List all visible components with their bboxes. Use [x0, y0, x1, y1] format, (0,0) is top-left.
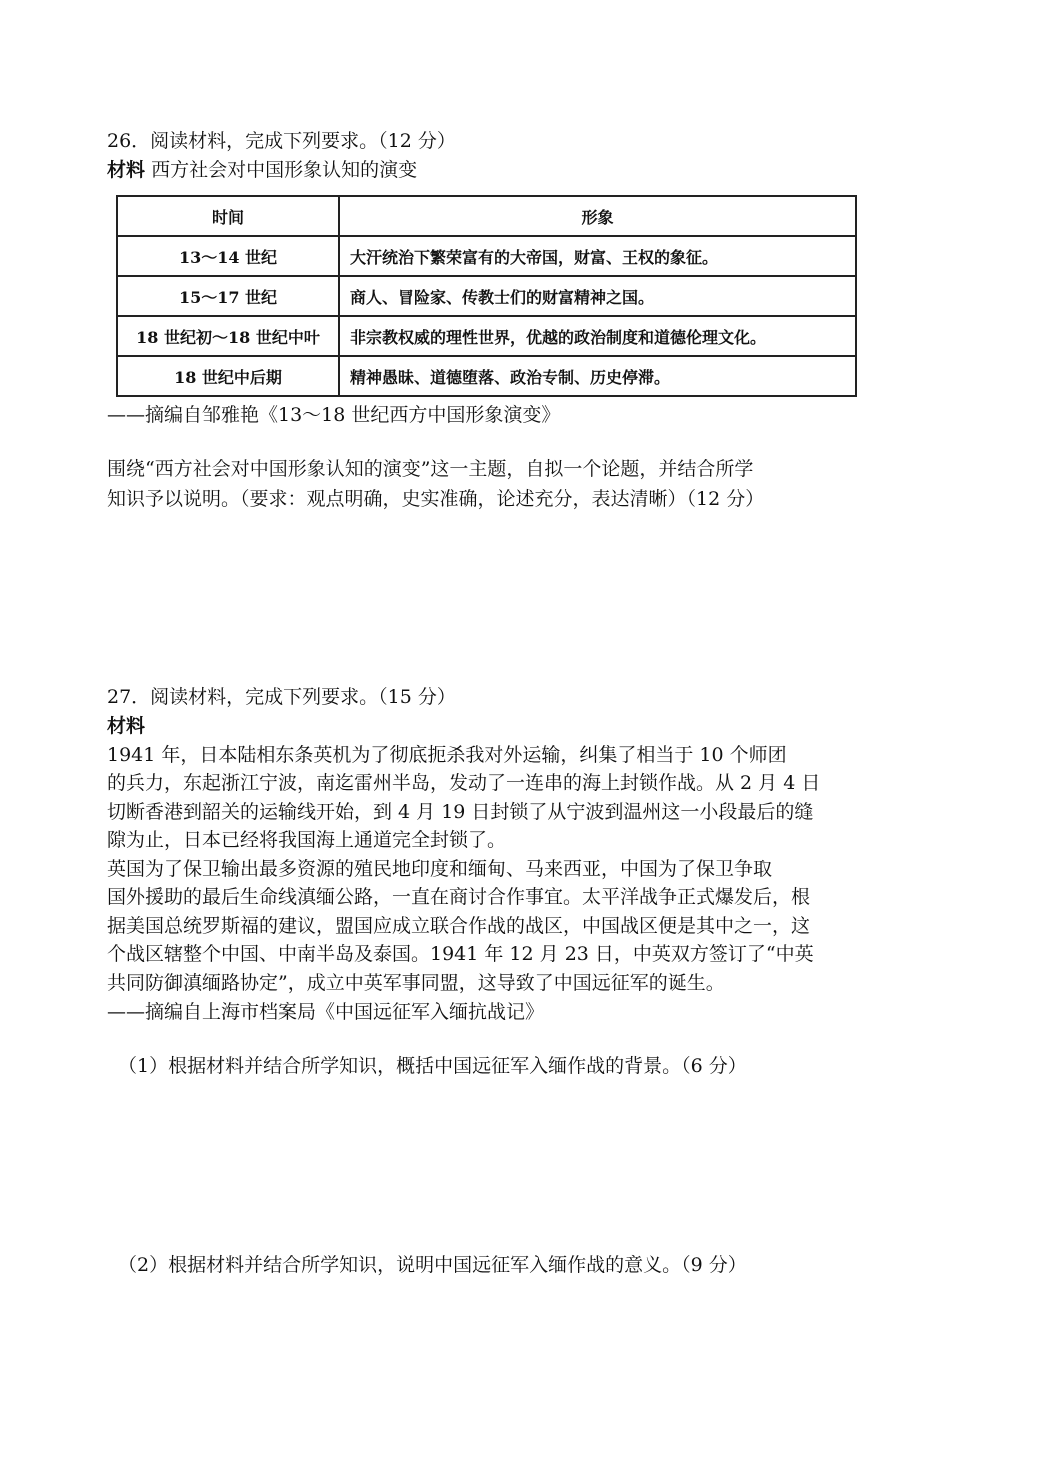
q26-source: ——摘编自邹雅艳《13～18 世纪西方中国形象演变》 — [107, 404, 561, 426]
table-header-image: 形象 — [339, 196, 856, 236]
table-row — [117, 356, 856, 396]
q27-material-line: 的兵力，东起浙江宁波，南迄雷州半岛，发动了一连串的海上封锁作战。从 2 月 4 日 — [107, 772, 821, 794]
table-row — [117, 276, 856, 316]
q26-material-caption: 西方社会对中国形象认知的演变 — [151, 159, 418, 181]
q26-question-line: 围绕“西方社会对中国形象认知的演变”这一主题，自拟一个论题，并结合所学 — [107, 458, 754, 480]
table-cell-image: 商人、冒险家、传教士们的财富精神之国。 — [339, 276, 856, 316]
q27-material-line: 切断香港到韶关的运输线开始，到 4 月 19 日封锁了从宁波到温州这一小段最后的缝 — [107, 801, 814, 823]
table-cell-image: 精神愚昧、道德堕落、政治专制、历史停滞。 — [339, 356, 856, 396]
q27-sub-question-1: （1）根据材料并结合所学知识，概括中国远征军入缅作战的背景。（6 分） — [118, 1055, 747, 1077]
q27-sub-question-2: （2）根据材料并结合所学知识，说明中国远征军入缅作战的意义。（9 分） — [118, 1254, 747, 1276]
q27-material-line: 隙为止，日本已经将我国海上通道完全封锁了。 — [107, 829, 507, 851]
table-cell-image: 大汗统治下繁荣富有的大帝国，财富、王权的象征。 — [339, 236, 856, 276]
q27-source: ——摘编自上海市档案局《中国远征军入缅抗战记》 — [107, 1001, 545, 1023]
q27-material-label: 材料 — [107, 715, 146, 737]
q27-material-line: 英国为了保卫输出最多资源的殖民地印度和缅甸、马来西亚，中国为了保卫争取 — [107, 858, 773, 880]
table-header-time: 时间 — [117, 196, 339, 236]
table-header-row — [117, 196, 856, 236]
q26-question-line: 知识予以说明。（要求：观点明确，史实准确，论述充分，表达清晰）（12 分） — [107, 488, 765, 510]
q27-material-line: 国外援助的最后生命线滇缅公路，一直在商讨合作事宜。太平洋战争正式爆发后，根 — [107, 886, 811, 908]
q26-title: 26．阅读材料，完成下列要求。（12 分） — [107, 130, 456, 152]
table-row — [117, 316, 856, 356]
q26-material-heading — [107, 155, 417, 185]
table-cell-time: 18 世纪中后期 — [117, 356, 339, 396]
q27-title: 27．阅读材料，完成下列要求。（15 分） — [107, 686, 456, 708]
q27-material-line: 共同防御滇缅路协定”，成立中英军事同盟，这导致了中国远征军的诞生。 — [107, 972, 725, 994]
table-cell-time: 15～17 世纪 — [117, 276, 339, 316]
q27-material-line: 据美国总统罗斯福的建议，盟国应成立联合作战的战区，中国战区便是其中之一，这 — [107, 915, 811, 937]
table-cell-time: 18 世纪初～18 世纪中叶 — [117, 316, 339, 356]
table-cell-image: 非宗教权威的理性世界，优越的政治制度和道德伦理文化。 — [339, 316, 856, 356]
q26-table — [116, 195, 857, 387]
q26-material-label: 材料 — [107, 159, 146, 181]
table-cell-time: 13～14 世纪 — [117, 236, 339, 276]
table-row — [117, 236, 856, 276]
q27-material-line: 个战区辖整个中国、中南半岛及泰国。1941 年 12 月 23 日，中英双方签订了“中英 — [107, 943, 814, 965]
q27-material-line: 1941 年，日本陆相东条英机为了彻底扼杀我对外运输，纠集了相当于 10 个师团 — [107, 744, 787, 766]
